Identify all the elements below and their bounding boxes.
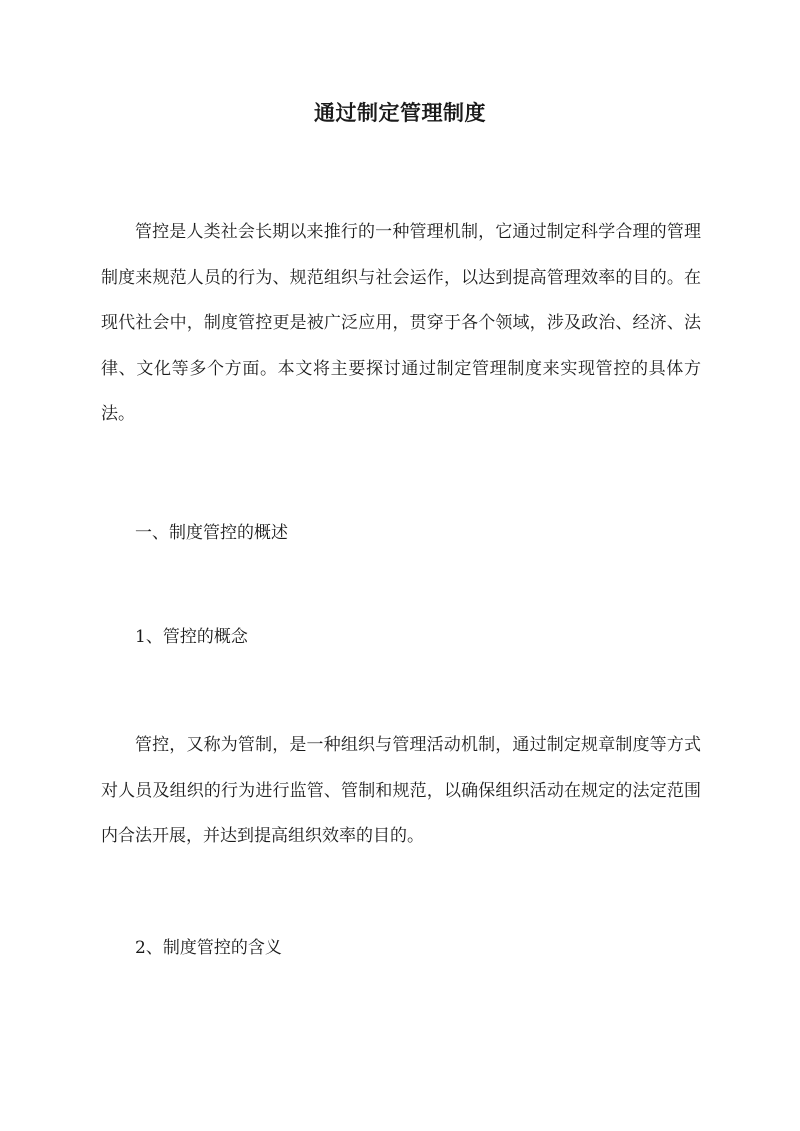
subsection-heading-concept: 1、管控的概念 [135,627,248,647]
subsection-heading-meaning: 2、制度管控的含义 [135,938,282,958]
concept-paragraph: 管控，又称为管制，是一种组织与管理活动机制，通过制定规章制度等方式对人员及组织的行为进行监管、管制和规范，以确保组织活动在规定的法定范围内合法开展，并达到提高组织效率的目的。 [101,735,701,846]
intro-paragraph: 管控是人类社会长期以来推行的一种管理机制，它通过制定科学合理的管理制度来规范人员的行为、规范组织与社会运作，以达到提高管理效率的目的。在现代社会中，制度管控更是被广泛应用，贯穿于各个领域，涉及政治、经济、法律、文化等多个方面。本文将主要探讨通过制定管理制度来实现管控的具体方法。 [101,222,701,424]
document-title: 通过制定管理制度 [314,100,486,125]
section-heading-overview: 一、制度管控的概述 [135,523,288,543]
